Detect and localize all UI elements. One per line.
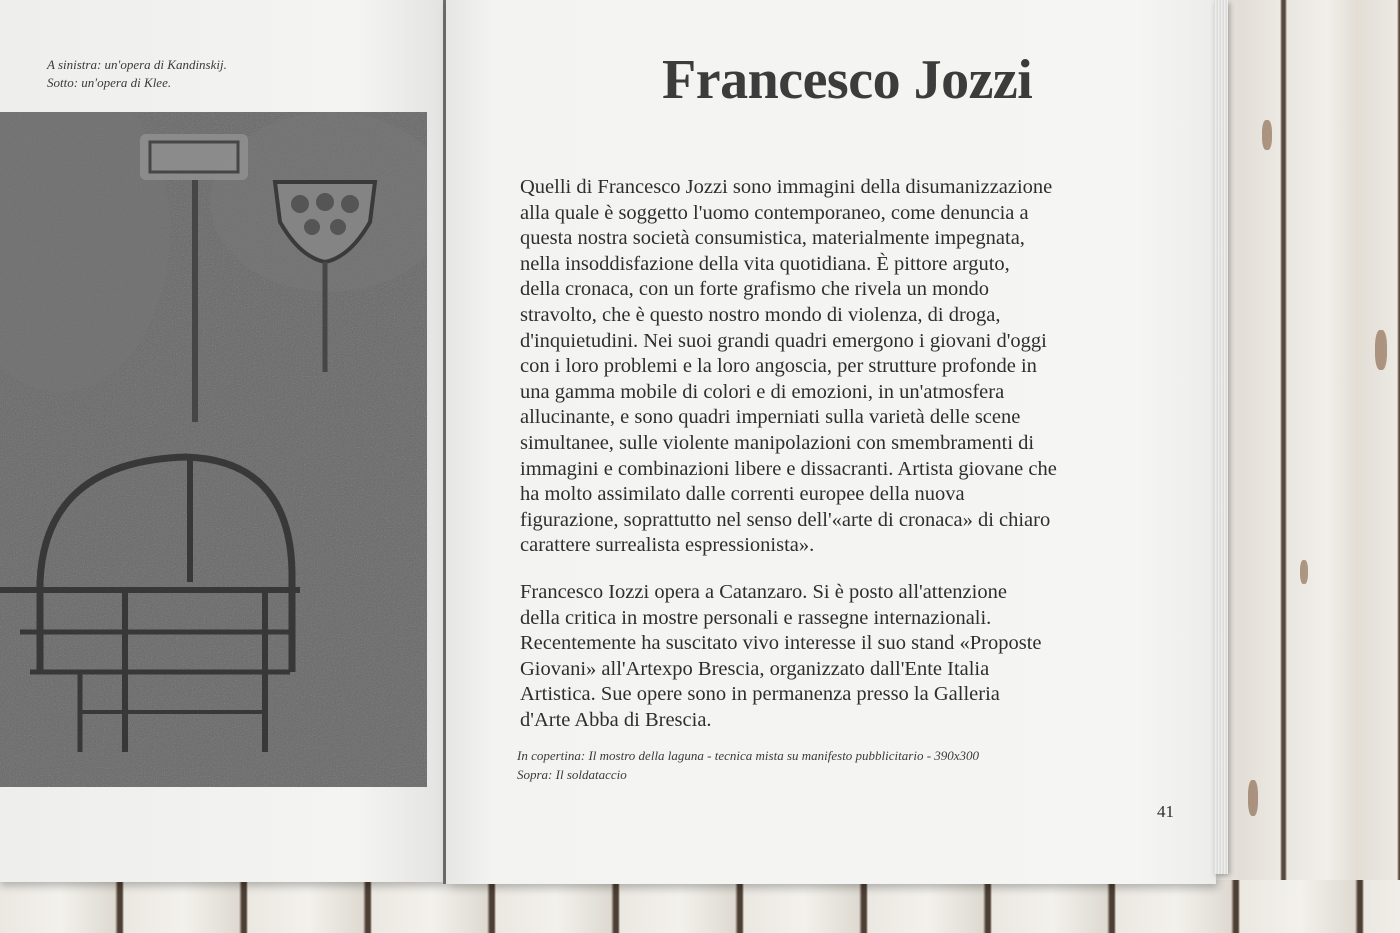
page-number: 41 xyxy=(1157,802,1174,821)
wood-knot xyxy=(1248,780,1258,816)
klee-artwork-image xyxy=(0,112,427,787)
right-page-caption xyxy=(517,746,979,784)
caption-line: Sotto: un'opera di Klee. xyxy=(47,75,172,90)
wooden-table-bottom xyxy=(0,880,1400,933)
text-line: nella insoddisfazione della vita quotidiana. È pittore arguto, xyxy=(520,252,1010,275)
text-line: Quelli di Francesco Jozzi sono immagini della disumanizzazione xyxy=(520,176,1053,198)
text-line: con i loro problemi e la loro angoscia, per strutture profonde in xyxy=(520,355,1037,378)
text-line: immagini e combinazioni libere e dissacranti. Artista giovane che xyxy=(520,457,1057,480)
text-line: d'inquietudini. Nei suoi grandi quadri emergono i giovani d'oggi xyxy=(520,329,1047,352)
text-line: Artistica. Sue opere sono in permanenza presso la Galleria xyxy=(520,683,1000,706)
text-line: allucinante, e sono quadri imperniati sulla varietà delle scene xyxy=(520,406,1021,429)
text-line: della critica in mostre personali e rassegne internazionali. xyxy=(520,606,992,629)
left-page-caption xyxy=(47,56,227,92)
text-line: d'Arte Abba di Brescia. xyxy=(520,708,712,731)
article-title: Francesco Jozzi xyxy=(662,49,1033,111)
caption-line: Sopra: Il soldataccio xyxy=(517,767,627,782)
text-line: Francesco Iozzi opera a Catanzaro. Si è posto all'attenzione xyxy=(520,581,1007,603)
text-line: alla quale è soggetto l'uomo contemporaneo, come denuncia a xyxy=(520,201,1029,224)
artwork-drawing xyxy=(0,112,427,787)
text-line: simultanee, sulle violente manipolazioni con smembramenti di xyxy=(520,431,1035,454)
text-line: ha molto assimilato dalle correnti europee della nuova xyxy=(520,483,965,506)
wood-knot xyxy=(1375,330,1387,370)
text-line: della cronaca, con un forte grafismo che rivela un mondo xyxy=(520,278,990,301)
text-line: una gamma mobile di colori e di emozioni, in un'atmosfera xyxy=(520,380,1005,403)
article-paragraph-1 xyxy=(520,175,1200,559)
text-line: questa nostra società consumistica, materialmente impegnata, xyxy=(520,227,1025,250)
text-line: stravolto, che è questo nostro mondo di violenza, di droga, xyxy=(520,303,1001,326)
caption-line: A sinistra: un'opera di Kandinskij. xyxy=(47,57,227,72)
wood-knot xyxy=(1300,560,1308,584)
left-page xyxy=(0,0,446,882)
text-line: carattere surrealista espressionista». xyxy=(520,534,815,557)
wood-knot xyxy=(1262,120,1272,150)
article-paragraph-2 xyxy=(520,580,1200,734)
page-edges xyxy=(1214,0,1228,874)
caption-line: In copertina: Il mostro della laguna - tecnica mista su manifesto pubblicitario - 390x300 xyxy=(517,748,980,763)
text-line: figurazione, soprattutto nel senso dell'«arte di cronaca» di chiaro xyxy=(520,508,1051,531)
text-line: Giovani» all'Artexpo Brescia, organizzato dall'Ente Italia xyxy=(520,657,990,680)
text-line: Recentemente ha suscitato vivo interesse il suo stand «Proposte xyxy=(520,632,1042,655)
